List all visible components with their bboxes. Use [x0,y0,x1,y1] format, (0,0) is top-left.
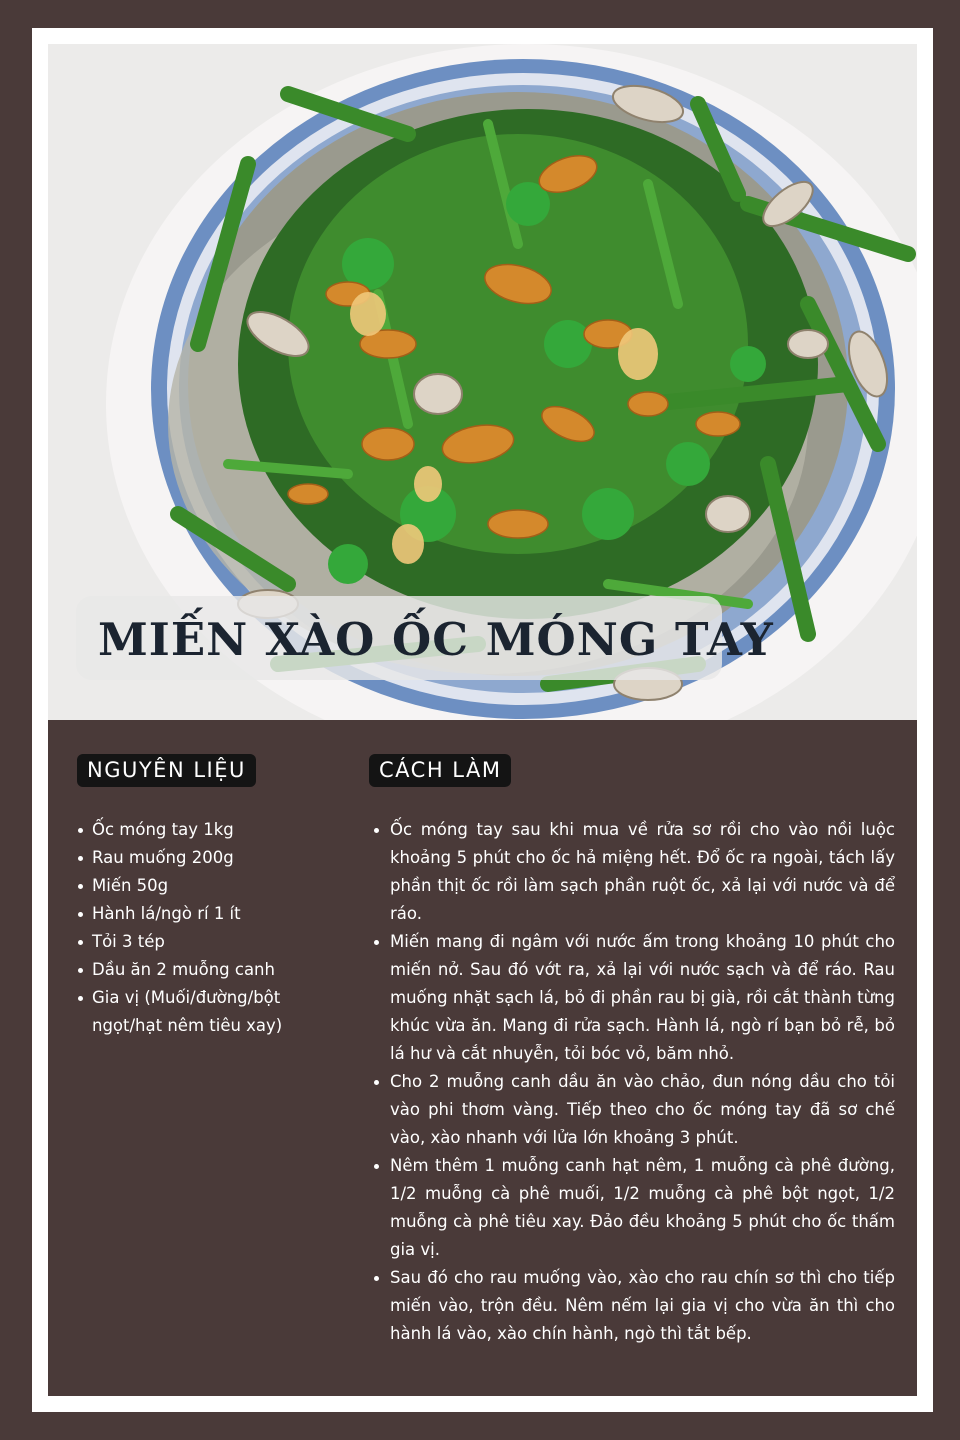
ingredient-item: Dầu ăn 2 muỗng canh [76,956,338,984]
ingredient-item: Ốc móng tay 1kg [76,816,338,844]
method-step: Miến mang đi ngâm với nước ấm trong khoảng 10 phút cho miến nở. Sau đó vớt ra, xả lại với nước sạch và để ráo. Rau muống nhặt sạch lá, bỏ đi phần rau bị già, rồi cắt thành từng khúc vừa ăn. Mang đi rửa sạch. Hành lá, ngò rí bạn bỏ rễ, bỏ lá hư và cắt nhuyễn, tỏi bóc vỏ, băm nhỏ. [372,928,895,1068]
method-steps-list [372,816,895,1348]
recipe-title: MIẾN XÀO ỐC MÓNG TAY [98,613,774,666]
method-step: Nêm thêm 1 muỗng canh hạt nêm, 1 muỗng cà phê đường, 1/2 muỗng cà phê muối, 1/2 muỗng cà phê bột ngọt, 1/2 muỗng cà phê tiêu xay. Đảo đều khoảng 5 phút cho ốc thấm gia vị. [372,1152,895,1264]
ingredients-list [76,816,338,1040]
ingredient-item: Hành lá/ngò rí 1 ít [76,900,338,928]
method-step: Cho 2 muỗng canh dầu ăn vào chảo, đun nóng dầu cho tỏi vào phi thơm vàng. Tiếp theo cho ốc móng tay đã sơ chế vào, xào nhanh với lửa lớn khoảng 3 phút. [372,1068,895,1152]
ingredient-item: Miến 50g [76,872,338,900]
ingredient-item: Tỏi 3 tép [76,928,338,956]
recipe-card [48,44,917,1396]
method-step: Ốc móng tay sau khi mua về rửa sơ rồi cho vào nồi luộc khoảng 5 phút cho ốc hả miệng hết. Đổ ốc ra ngoài, tách lấy phần thịt ốc rồi làm sạch phần ruột ốc, xả lại với nước và để ráo. [372,816,895,928]
method-step: Sau đó cho rau muống vào, xào cho rau chín sơ thì cho tiếp miến vào, trộn đều. Nêm nếm lại gia vị cho vừa ăn thì cho hành lá vào, xào chín hành, ngò thì tắt bếp. [372,1264,895,1348]
ingredient-item: Gia vị (Muối/đường/bột ngọt/hạt nêm tiêu xay) [76,984,338,1040]
ingredients-heading: NGUYÊN LIỆU [77,754,256,787]
ingredient-item: Rau muống 200g [76,844,338,872]
method-heading: CÁCH LÀM [369,754,511,787]
